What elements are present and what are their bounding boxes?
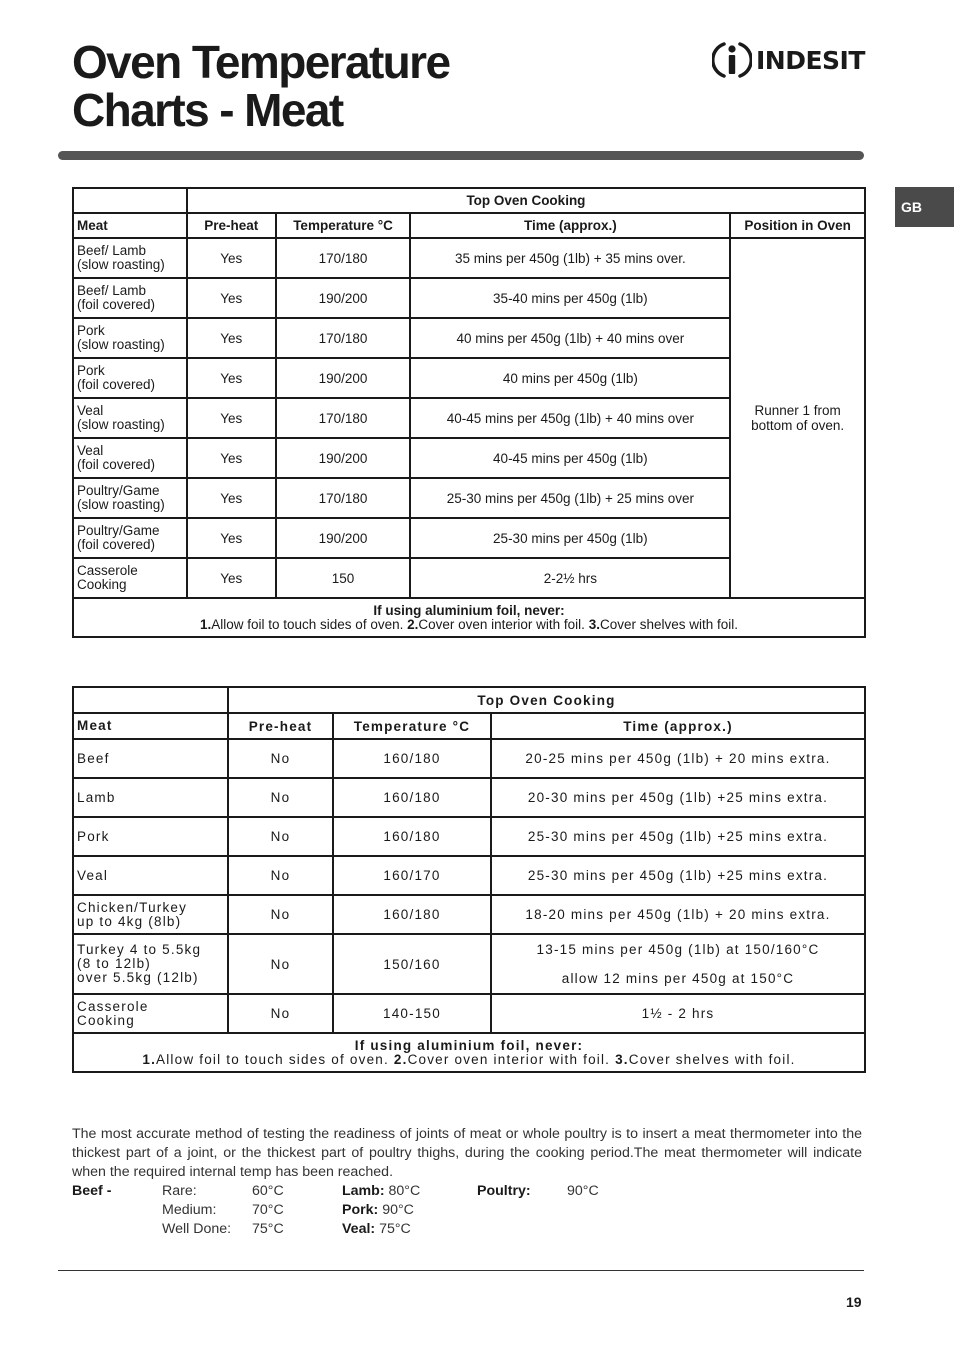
table2-header-time: Time (approx.)	[491, 713, 865, 739]
poultry-temp-column	[567, 1182, 599, 1201]
page-title	[72, 38, 449, 134]
temperature-cell: 190/200	[276, 518, 411, 558]
table-row	[73, 238, 865, 278]
meat-cell: Pork	[73, 817, 228, 856]
temperature-cell: 150	[276, 558, 411, 598]
temperature-cell: 150/160	[333, 934, 491, 994]
time-cell: 35 mins per 450g (1lb) + 35 mins over.	[410, 238, 730, 278]
footer-divider	[58, 1270, 864, 1271]
meat-cell: Poultry/Game (foil covered)	[73, 518, 187, 558]
temperature-cell: 160/180	[333, 778, 491, 817]
meat-cell: Beef	[73, 739, 228, 778]
meat-cell: Beef/ Lamb (foil covered)	[73, 278, 187, 318]
position-cell: Runner 1 from bottom of oven.	[730, 238, 865, 598]
temperature-cell: 190/200	[276, 278, 411, 318]
brand-name: INDESIT	[756, 45, 865, 75]
other-meats-column	[342, 1182, 420, 1239]
preheat-cell: No	[228, 934, 333, 994]
table1-group-header: Top Oven Cooking	[187, 188, 865, 213]
meat-cell: Poultry/Game (slow roasting)	[73, 478, 187, 518]
thermometer-intro-text: The most accurate method of testing the readiness of joints of meat or whole poultry is to insert a meat thermometer into the thickest part of a joint, or the thickest part of poultry thighs, during the cooking period.The meat thermometer will indicate when the required internal temp has been reached.	[72, 1126, 862, 1180]
meat-cell: Pork (foil covered)	[73, 358, 187, 398]
table1-empty-header	[73, 188, 187, 213]
beef-temp: 70°C	[252, 1202, 284, 1218]
table2-header-temperature: Temperature °C	[333, 713, 491, 739]
page-title-line-1: Oven Temperature	[72, 36, 450, 88]
meat-cell: Veal (slow roasting)	[73, 398, 187, 438]
language-tab: GB	[895, 187, 954, 227]
table2-empty-header	[73, 687, 228, 713]
time-cell: 40-45 mins per 450g (1lb)	[410, 438, 730, 478]
beef-temps-column	[252, 1182, 284, 1239]
meat-cell: Chicken/Turkey up to 4kg (8lb)	[73, 895, 228, 934]
meat-cell: Casserole Cooking	[73, 558, 187, 598]
meat-temp-entry: Pork: 90°C	[342, 1202, 414, 1218]
time-cell: 20-25 mins per 450g (1lb) + 20 mins extra.	[491, 739, 865, 778]
top-oven-cooking-table-1	[72, 187, 866, 638]
table-row	[73, 778, 865, 817]
table-row	[73, 895, 865, 934]
table-row	[73, 994, 865, 1033]
preheat-cell: Yes	[187, 518, 276, 558]
meat-cell: Veal	[73, 856, 228, 895]
time-cell: 1½ - 2 hrs	[491, 994, 865, 1033]
preheat-cell: Yes	[187, 558, 276, 598]
time-cell: 25-30 mins per 450g (1lb)	[410, 518, 730, 558]
foil-warning-heading: If using aluminium foil, never:	[373, 602, 565, 618]
meat-cell: Beef/ Lamb (slow roasting)	[73, 238, 187, 278]
brand-logo	[712, 40, 865, 80]
meat-cell: Turkey 4 to 5.5kg (8 to 12lb) over 5.5kg (12lb)	[73, 934, 228, 994]
meat-cell: Casserole Cooking	[73, 994, 228, 1033]
meat-cell: Veal (foil covered)	[73, 438, 187, 478]
beef-level: Well Done:	[162, 1221, 232, 1237]
preheat-cell: Yes	[187, 398, 276, 438]
temperature-cell: 160/180	[333, 739, 491, 778]
foil-warning-heading: If using aluminium foil, never:	[354, 1037, 584, 1053]
header-divider	[58, 151, 864, 160]
table1-header-time: Time (approx.)	[410, 213, 730, 238]
page-title-line-2: Charts - Meat	[72, 84, 343, 136]
temperature-cell: 170/180	[276, 238, 411, 278]
temperature-cell: 160/180	[333, 895, 491, 934]
temperature-cell: 190/200	[276, 438, 411, 478]
table1-header-meat: Meat	[73, 213, 187, 238]
time-cell: 40-45 mins per 450g (1lb) + 40 mins over	[410, 398, 730, 438]
beef-levels-column	[162, 1182, 231, 1239]
preheat-cell: No	[228, 778, 333, 817]
poultry-label-column	[477, 1182, 531, 1201]
time-cell: 13-15 mins per 450g (1lb) at 150/160°C allow 12 mins per 450g at 150°C	[491, 934, 865, 994]
beef-level: Rare:	[162, 1183, 197, 1199]
poultry-label: Poultry:	[477, 1183, 531, 1199]
preheat-cell: Yes	[187, 438, 276, 478]
beef-label: Beef -	[72, 1183, 112, 1199]
preheat-cell: Yes	[187, 358, 276, 398]
meat-cell: Pork (slow roasting)	[73, 318, 187, 358]
time-cell: 40 mins per 450g (1lb)	[410, 358, 730, 398]
table-row	[73, 817, 865, 856]
table1-header-temperature: Temperature °C	[276, 213, 411, 238]
table-row	[73, 856, 865, 895]
beef-temp: 75°C	[252, 1221, 284, 1237]
preheat-cell: No	[228, 856, 333, 895]
table1-header-preheat: Pre-heat	[187, 213, 276, 238]
preheat-cell: Yes	[187, 318, 276, 358]
table1-foil-warning: If using aluminium foil, never: 1.Allow foil to touch sides of oven. 2.Cover oven interior with foil. 3.Cover shelves with foil.	[73, 598, 865, 637]
meat-temp-entry: Veal: 75°C	[342, 1221, 411, 1237]
temperature-cell: 190/200	[276, 358, 411, 398]
beef-temp: 60°C	[252, 1183, 284, 1199]
page-number: 19	[846, 1294, 862, 1310]
time-cell: 35-40 mins per 450g (1lb)	[410, 278, 730, 318]
temperature-cell: 160/170	[333, 856, 491, 895]
brand-logo-icon	[712, 40, 752, 80]
temperature-cell: 140-150	[333, 994, 491, 1033]
time-cell: 2-2½ hrs	[410, 558, 730, 598]
temperature-cell: 170/180	[276, 318, 411, 358]
time-cell: 25-30 mins per 450g (1lb) +25 mins extra.	[491, 817, 865, 856]
beef-level: Medium:	[162, 1202, 217, 1218]
table2-header-preheat: Pre-heat	[228, 713, 333, 739]
preheat-cell: No	[228, 817, 333, 856]
top-oven-cooking-table-2	[72, 686, 866, 1073]
temperature-cell: 170/180	[276, 398, 411, 438]
beef-label-column	[72, 1182, 111, 1201]
preheat-cell: Yes	[187, 238, 276, 278]
table-row	[73, 934, 865, 994]
preheat-cell: No	[228, 994, 333, 1033]
preheat-cell: Yes	[187, 278, 276, 318]
preheat-cell: Yes	[187, 478, 276, 518]
time-cell: 25-30 mins per 450g (1lb) +25 mins extra.	[491, 856, 865, 895]
table2-header-meat: Meat	[73, 713, 228, 739]
meat-cell: Lamb	[73, 778, 228, 817]
temperature-cell: 160/180	[333, 817, 491, 856]
time-cell: 25-30 mins per 450g (1lb) + 25 mins over	[410, 478, 730, 518]
table2-foil-warning: If using aluminium foil, never: 1.Allow foil to touch sides of oven. 2.Cover oven interior with foil. 3.Cover shelves with foil.	[73, 1033, 865, 1072]
table-row	[73, 739, 865, 778]
time-cell: 20-30 mins per 450g (1lb) +25 mins extra.	[491, 778, 865, 817]
time-cell: 18-20 mins per 450g (1lb) + 20 mins extra.	[491, 895, 865, 934]
preheat-cell: No	[228, 739, 333, 778]
preheat-cell: No	[228, 895, 333, 934]
poultry-temp: 90°C	[567, 1183, 599, 1199]
table1-header-position: Position in Oven	[730, 213, 865, 238]
meat-temp-entry: Lamb: 80°C	[342, 1183, 421, 1199]
time-cell: 40 mins per 450g (1lb) + 40 mins over	[410, 318, 730, 358]
temperature-cell: 170/180	[276, 478, 411, 518]
table2-group-header: Top Oven Cooking	[228, 687, 865, 713]
